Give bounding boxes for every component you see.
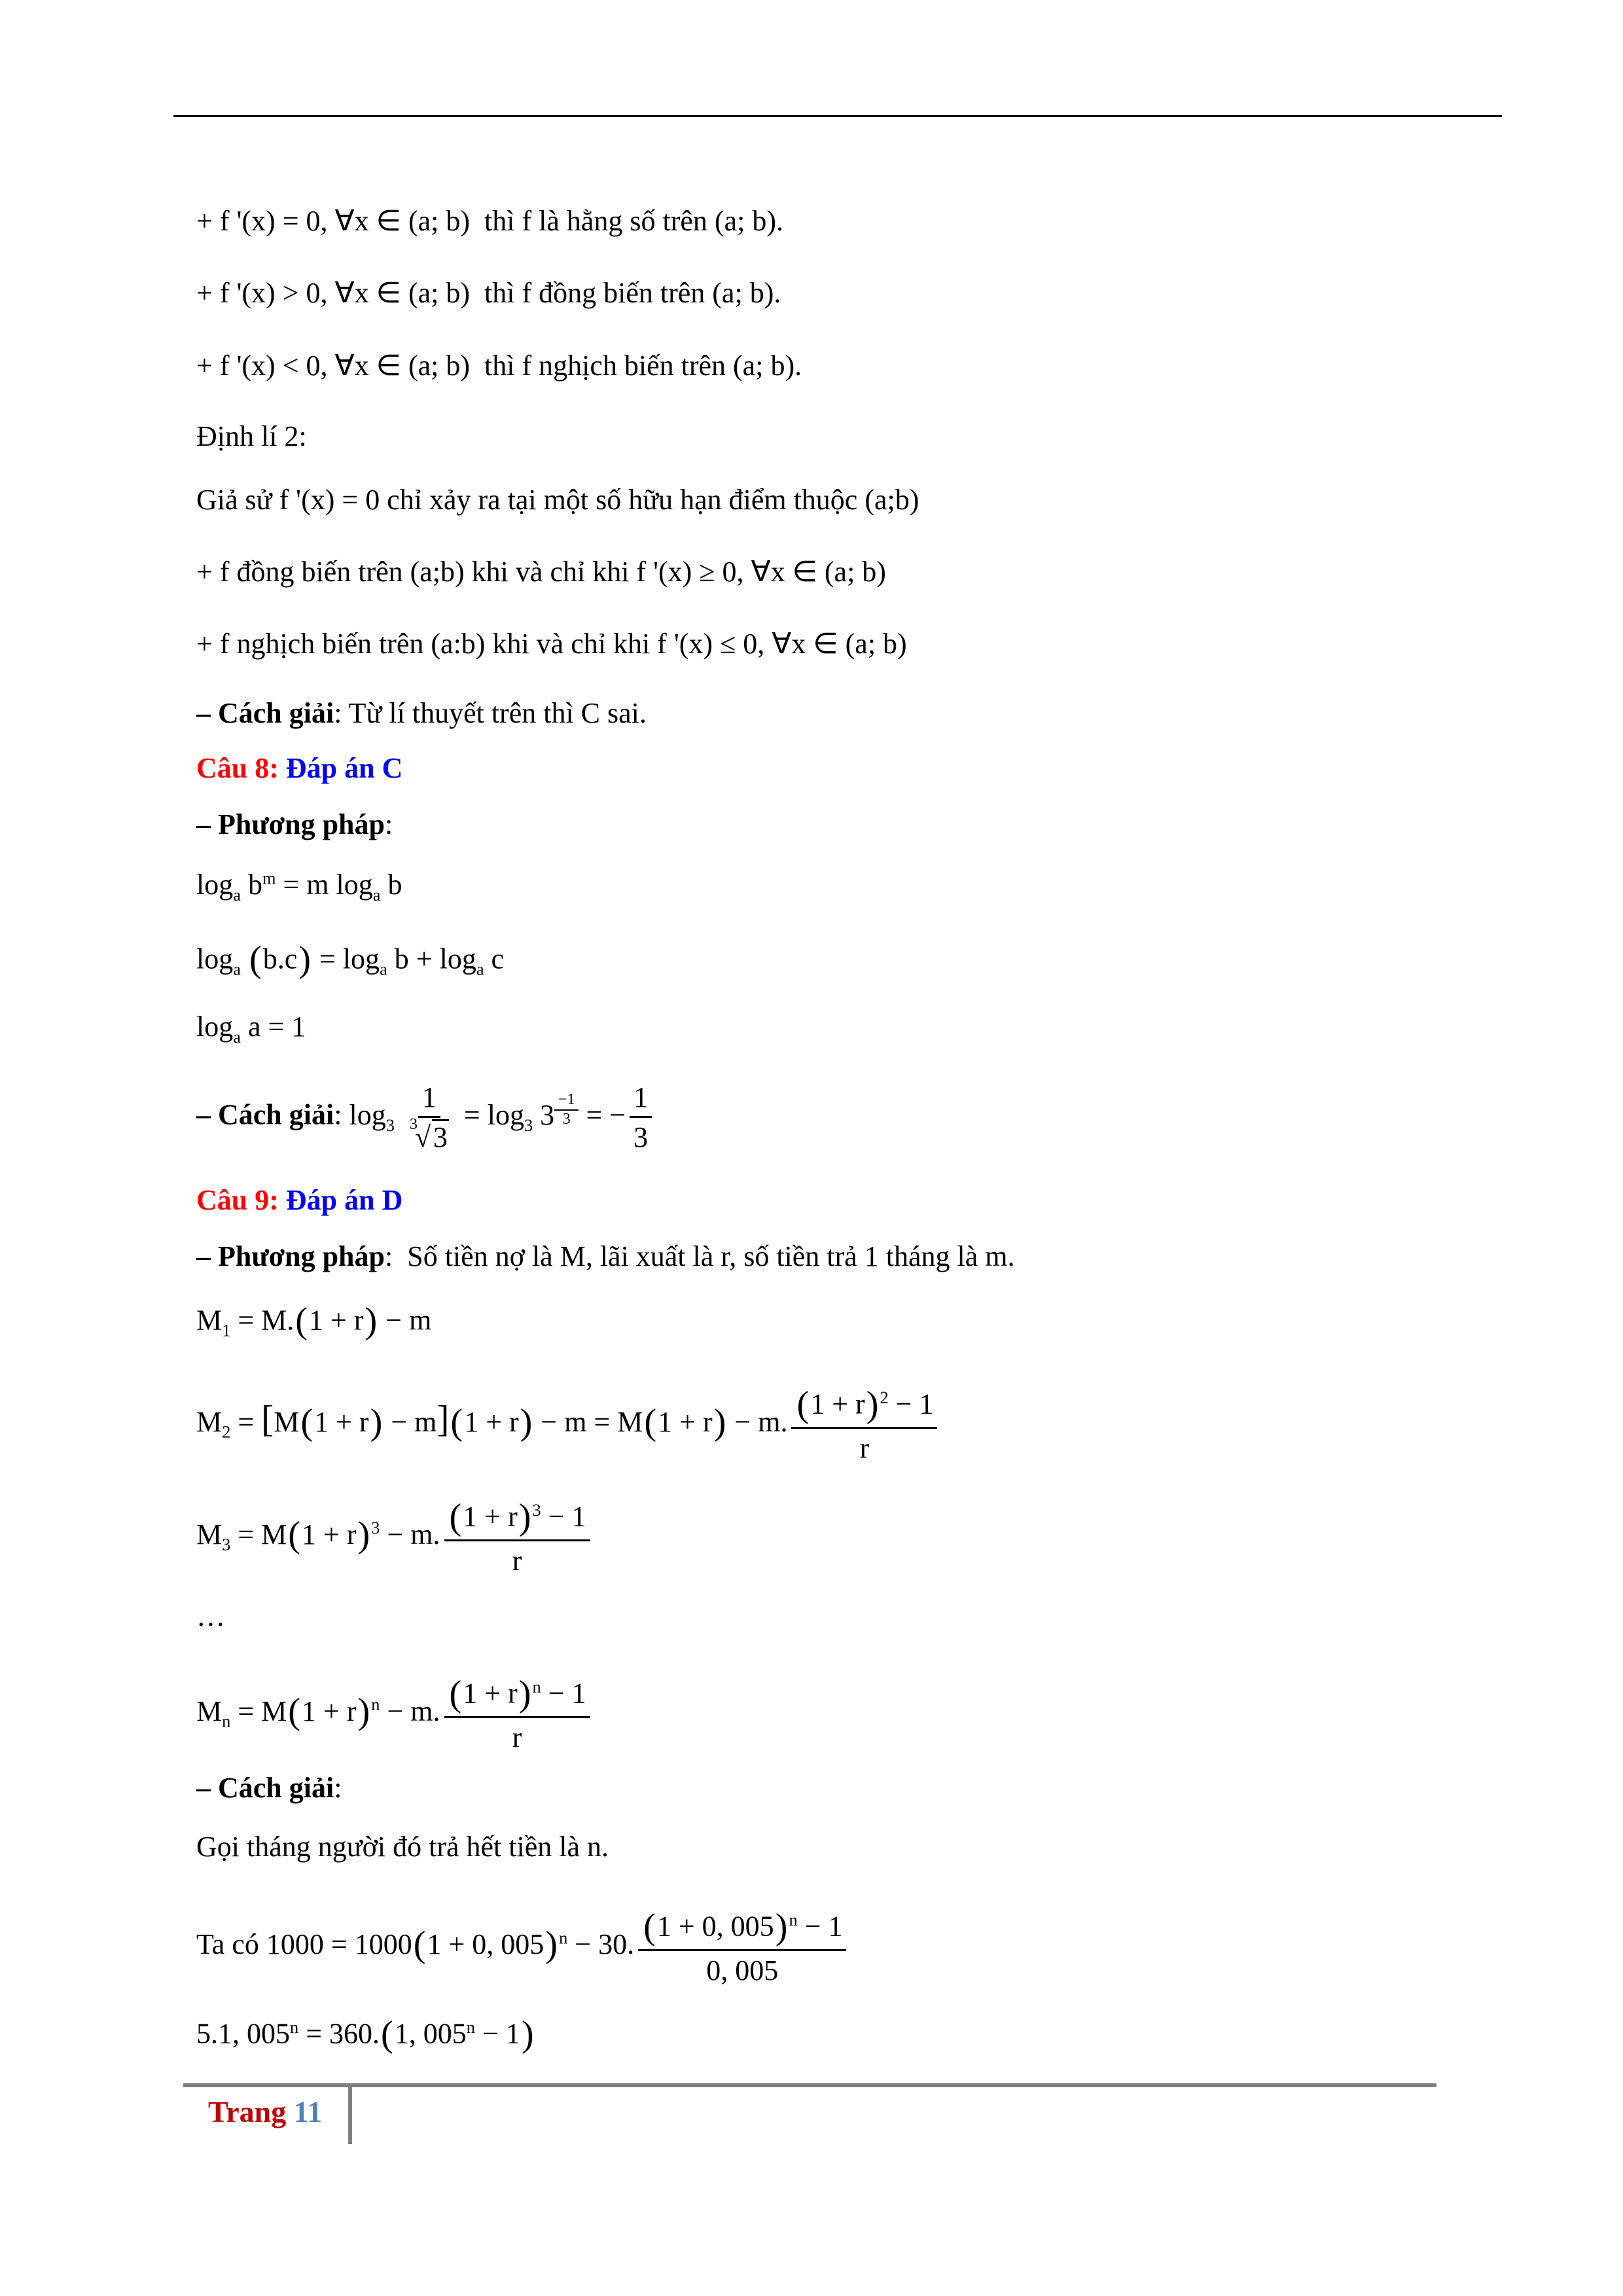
- method-label: – Phương pháp: [196, 1240, 385, 1272]
- condition-expr: f '(x) < 0, ∀x ∈ (a; b): [219, 350, 471, 382]
- dec-cond: f '(x) ≤ 0, ∀x ∈ (a; b): [657, 628, 907, 660]
- theory-text: thì f nghịch biến trên: [484, 350, 726, 382]
- footer-rule: [183, 2083, 1436, 2087]
- fraction: $\frac{(1 + r)^n - 1}{r}$: [444, 1676, 590, 1752]
- solution-line-c-wrong: [196, 699, 647, 728]
- theorem-2-assumption: [196, 486, 919, 514]
- inc-text: + f đồng biến trên (a;b) khi và chỉ khi: [196, 556, 630, 588]
- fraction: $\frac{(1 + 0, 005)^n - 1}{0, 005}$: [638, 1909, 846, 1985]
- header-rule: [173, 115, 1502, 117]
- solution-label: – Cách giải: [196, 697, 334, 729]
- theory-line-increasing: + f '(x) > 0, ∀x ∈ (a; b) thì f đồng biến trên (a; b).: [196, 277, 781, 309]
- page-number: 11: [293, 2095, 323, 2128]
- q9-m3: $M_3 = M(1 + r)^3 - m$. $\frac{(1 + r)^3 - 1}{r}$: [196, 1499, 594, 1575]
- q9-mn: $M_n = M(1 + r)^n - m$. $\frac{(1 + r)^n - 1}{r}$: [196, 1676, 594, 1752]
- q9-m2: $M_2 = [M(1 + r) - m](1 + r) - m = M(1 + r) - m$. $\frac{(1 + r)^2 - 1}{r}$: [196, 1386, 941, 1463]
- page-word: Trang: [208, 2095, 287, 2128]
- q8-solution-expr: $\log_3$ 1 3 √ 3 = $\log_3 3$ $^{\frac{-1}{3}}$ = − $\frac{1}{3}$: [349, 1099, 656, 1131]
- q9-let-n: Gọi tháng người đó trả hết tiền là n.: [196, 1831, 609, 1863]
- page-number-label: [208, 2094, 322, 2129]
- footer-divider: [348, 2083, 352, 2144]
- interval-expr: (a; b): [733, 350, 795, 382]
- q9-heading: [196, 1186, 402, 1215]
- theory-text: thì f đồng biến trên: [484, 277, 705, 309]
- assume-expr: f '(x) = 0: [279, 484, 380, 516]
- theory-text: thì f là hằng số trên: [484, 205, 707, 237]
- fraction: $\frac{(1 + r)^2 - 1}{r}$: [791, 1386, 937, 1463]
- interval-expr: (a; b): [712, 277, 774, 309]
- theory-line-constant: + f '(x) = 0, ∀x ∈ (a; b) thì f là hằng số trên (a; b).: [196, 205, 783, 237]
- assume-suffix: chỉ xảy ra tại một số hữu hạn điểm thuộc (a;b): [387, 484, 919, 516]
- solution-label: – Cách giải: [196, 1772, 334, 1804]
- q9-ellipsis: …: [196, 1600, 225, 1632]
- q8-formula-product: $\log_a (b.c) = \log_a b + \log_a c$: [196, 939, 505, 980]
- theory-line-decreasing: + f '(x) < 0, ∀x ∈ (a; b) thì f nghịch biến trên (a; b).: [196, 350, 802, 382]
- q9-simplified: 5.1, $005^n = 360.(1$, $005^n - 1$): [196, 2014, 534, 2054]
- assume-prefix: Giả sử: [196, 484, 272, 516]
- interval-expr: (a; b): [714, 205, 776, 237]
- question-number: Câu 8:: [196, 752, 279, 784]
- q8-heading: [196, 754, 402, 783]
- q8-formula-power: $\log_a b^m = m$ $\log_a b$: [196, 868, 402, 905]
- q9-solution-label: – Cách giải:: [196, 1772, 342, 1804]
- q8-solution: – Cách giải: $\log_3$ 1 3 √ 3 = $\log_3 3$ $^{\frac{-1}{3}}$ = − $\frac{1}{3}$: [196, 1083, 656, 1152]
- theorem-2-decreasing: [196, 630, 907, 658]
- q9-m1: $M_1 = M.(1 + r) - m$: [196, 1300, 432, 1341]
- fraction: $\frac{1}{3}$: [630, 1083, 652, 1152]
- q9-method: – Phương pháp: Số tiền nợ là M, lãi xuất là r, số tiền trả 1 tháng là m.: [196, 1240, 1015, 1272]
- fraction: $\frac{(1 + r)^3 - 1}{r}$: [444, 1499, 590, 1575]
- condition-expr: f '(x) = 0, ∀x ∈ (a; b): [219, 205, 471, 237]
- question-number: Câu 9:: [196, 1184, 279, 1216]
- condition-expr: f '(x) > 0, ∀x ∈ (a; b): [219, 277, 471, 309]
- method-text: Số tiền nợ là M, lãi xuất là r, số tiền trả 1 tháng là m.: [407, 1240, 1015, 1272]
- fraction: 1 3 √ 3: [409, 1081, 448, 1153]
- q8-formula-base: $\log_a a = 1$: [196, 1011, 306, 1047]
- solution-label: – Cách giải: [196, 1098, 334, 1131]
- answer-label: Đáp án D: [285, 1184, 403, 1216]
- answer-label: Đáp án C: [285, 752, 403, 784]
- theorem-2-increasing: [196, 558, 886, 586]
- method-label: – Phương pháp: [196, 808, 385, 840]
- q9-equation: Ta có 1000 = 1000(1 + 0, 005)$^n$ − 30. $\frac{(1 + 0, 005)^n - 1}{0, 005}$: [196, 1909, 850, 1985]
- solution-text: : Từ lí thuyết trên thì C sai.: [334, 697, 647, 729]
- theorem-2-heading: Định lí 2:: [196, 420, 307, 452]
- cube-root: 3 √ 3: [409, 1115, 448, 1153]
- inc-cond: f '(x) ≥ 0, ∀x ∈ (a; b): [636, 556, 886, 588]
- q8-method: – Phương pháp:: [196, 808, 393, 840]
- ta-co-text: Ta có: [196, 1928, 259, 1960]
- dec-text: + f nghịch biến trên (a:b) khi và chỉ khi: [196, 628, 651, 660]
